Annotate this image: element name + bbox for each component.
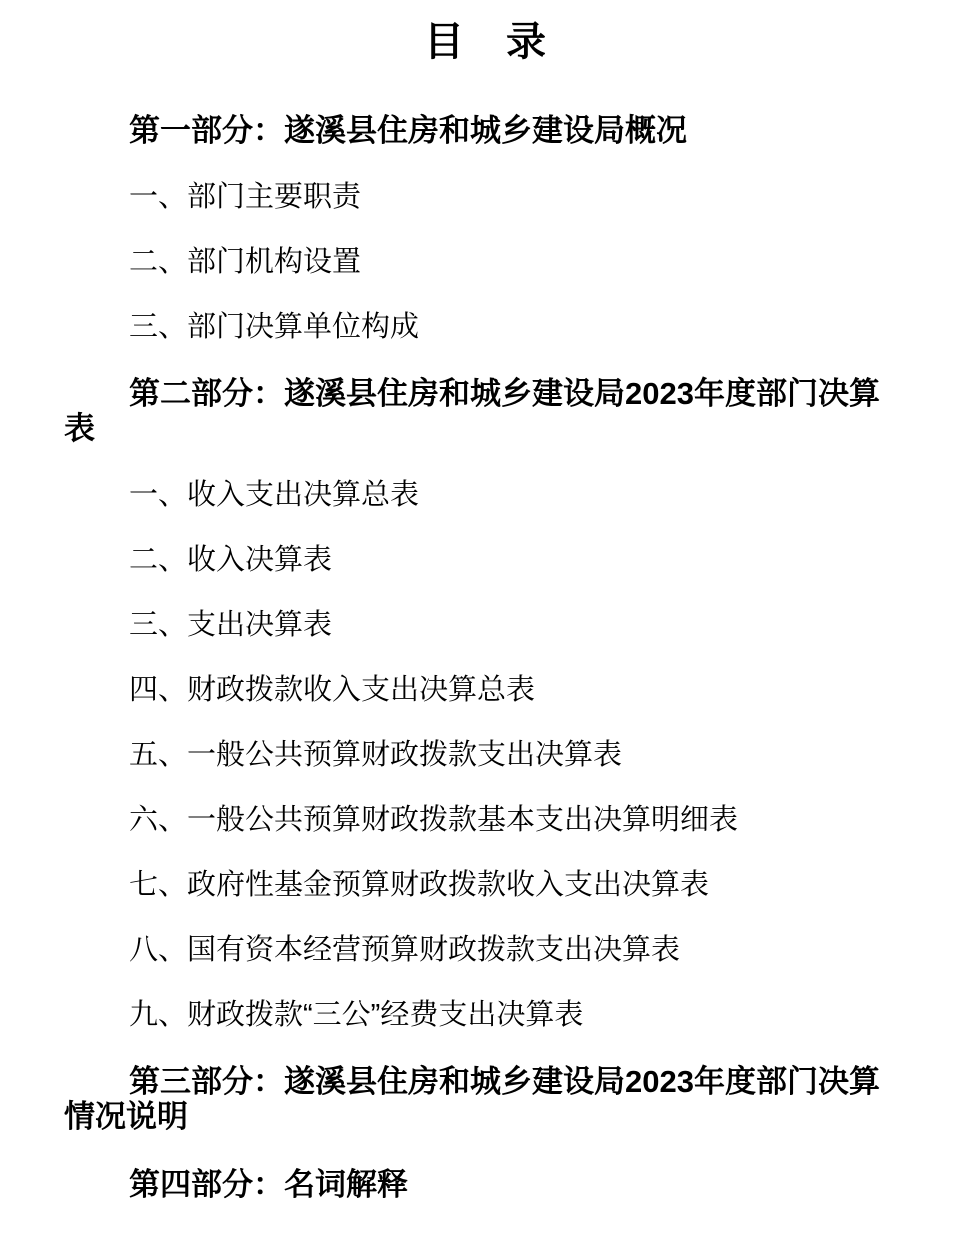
toc-item <box>64 869 907 901</box>
toc-item <box>64 609 907 641</box>
toc-entry-line: 第二部分：遂溪县住房和城乡建设局2023年度部门决算 <box>129 376 880 411</box>
toc-part-heading <box>64 1064 907 1134</box>
toc-item <box>64 181 907 213</box>
toc-item <box>64 479 907 511</box>
toc-entries <box>64 113 907 1202</box>
toc-title: 目 录 <box>424 20 547 64</box>
toc-entry-line: 三、支出决算表 <box>129 609 333 641</box>
toc-entry-line: 表 <box>64 411 95 446</box>
toc-part-heading <box>64 1167 907 1202</box>
toc-item <box>64 934 907 966</box>
toc-item <box>64 999 907 1031</box>
toc-entry-line: 四、财政拨款收入支出决算总表 <box>129 674 536 706</box>
toc-entry-line: 第四部分：名词解释 <box>129 1167 408 1202</box>
toc-entry-line: 三、部门决算单位构成 <box>129 311 420 343</box>
toc-entry-line: 七、政府性基金预算财政拨款收入支出决算表 <box>129 869 710 901</box>
toc-part-heading <box>64 113 907 148</box>
toc-entry-line: 情况说明 <box>64 1099 188 1134</box>
toc-entry-line: 八、国有资本经营预算财政拨款支出决算表 <box>129 934 681 966</box>
toc-item <box>64 804 907 836</box>
toc-item <box>64 739 907 771</box>
toc-entry-line: 第一部分：遂溪县住房和城乡建设局概况 <box>129 113 687 148</box>
toc-item <box>64 544 907 576</box>
toc-entry-line: 第三部分：遂溪县住房和城乡建设局2023年度部门决算 <box>129 1064 880 1099</box>
toc-entry-line: 一、部门主要职责 <box>129 181 362 213</box>
toc-entry-line: 九、财政拨款“三公”经费支出决算表 <box>129 999 584 1031</box>
toc-item <box>64 311 907 343</box>
toc-item <box>64 674 907 706</box>
toc-item <box>64 246 907 278</box>
toc-entry-line: 二、部门机构设置 <box>129 246 362 278</box>
toc-entry-line: 一、收入支出决算总表 <box>129 479 420 511</box>
toc-entry-line: 五、一般公共预算财政拨款支出决算表 <box>129 739 623 771</box>
toc-entry-line: 二、收入决算表 <box>129 544 333 576</box>
toc-part-heading <box>64 376 907 446</box>
toc-entry-line: 六、一般公共预算财政拨款基本支出决算明细表 <box>129 804 739 836</box>
